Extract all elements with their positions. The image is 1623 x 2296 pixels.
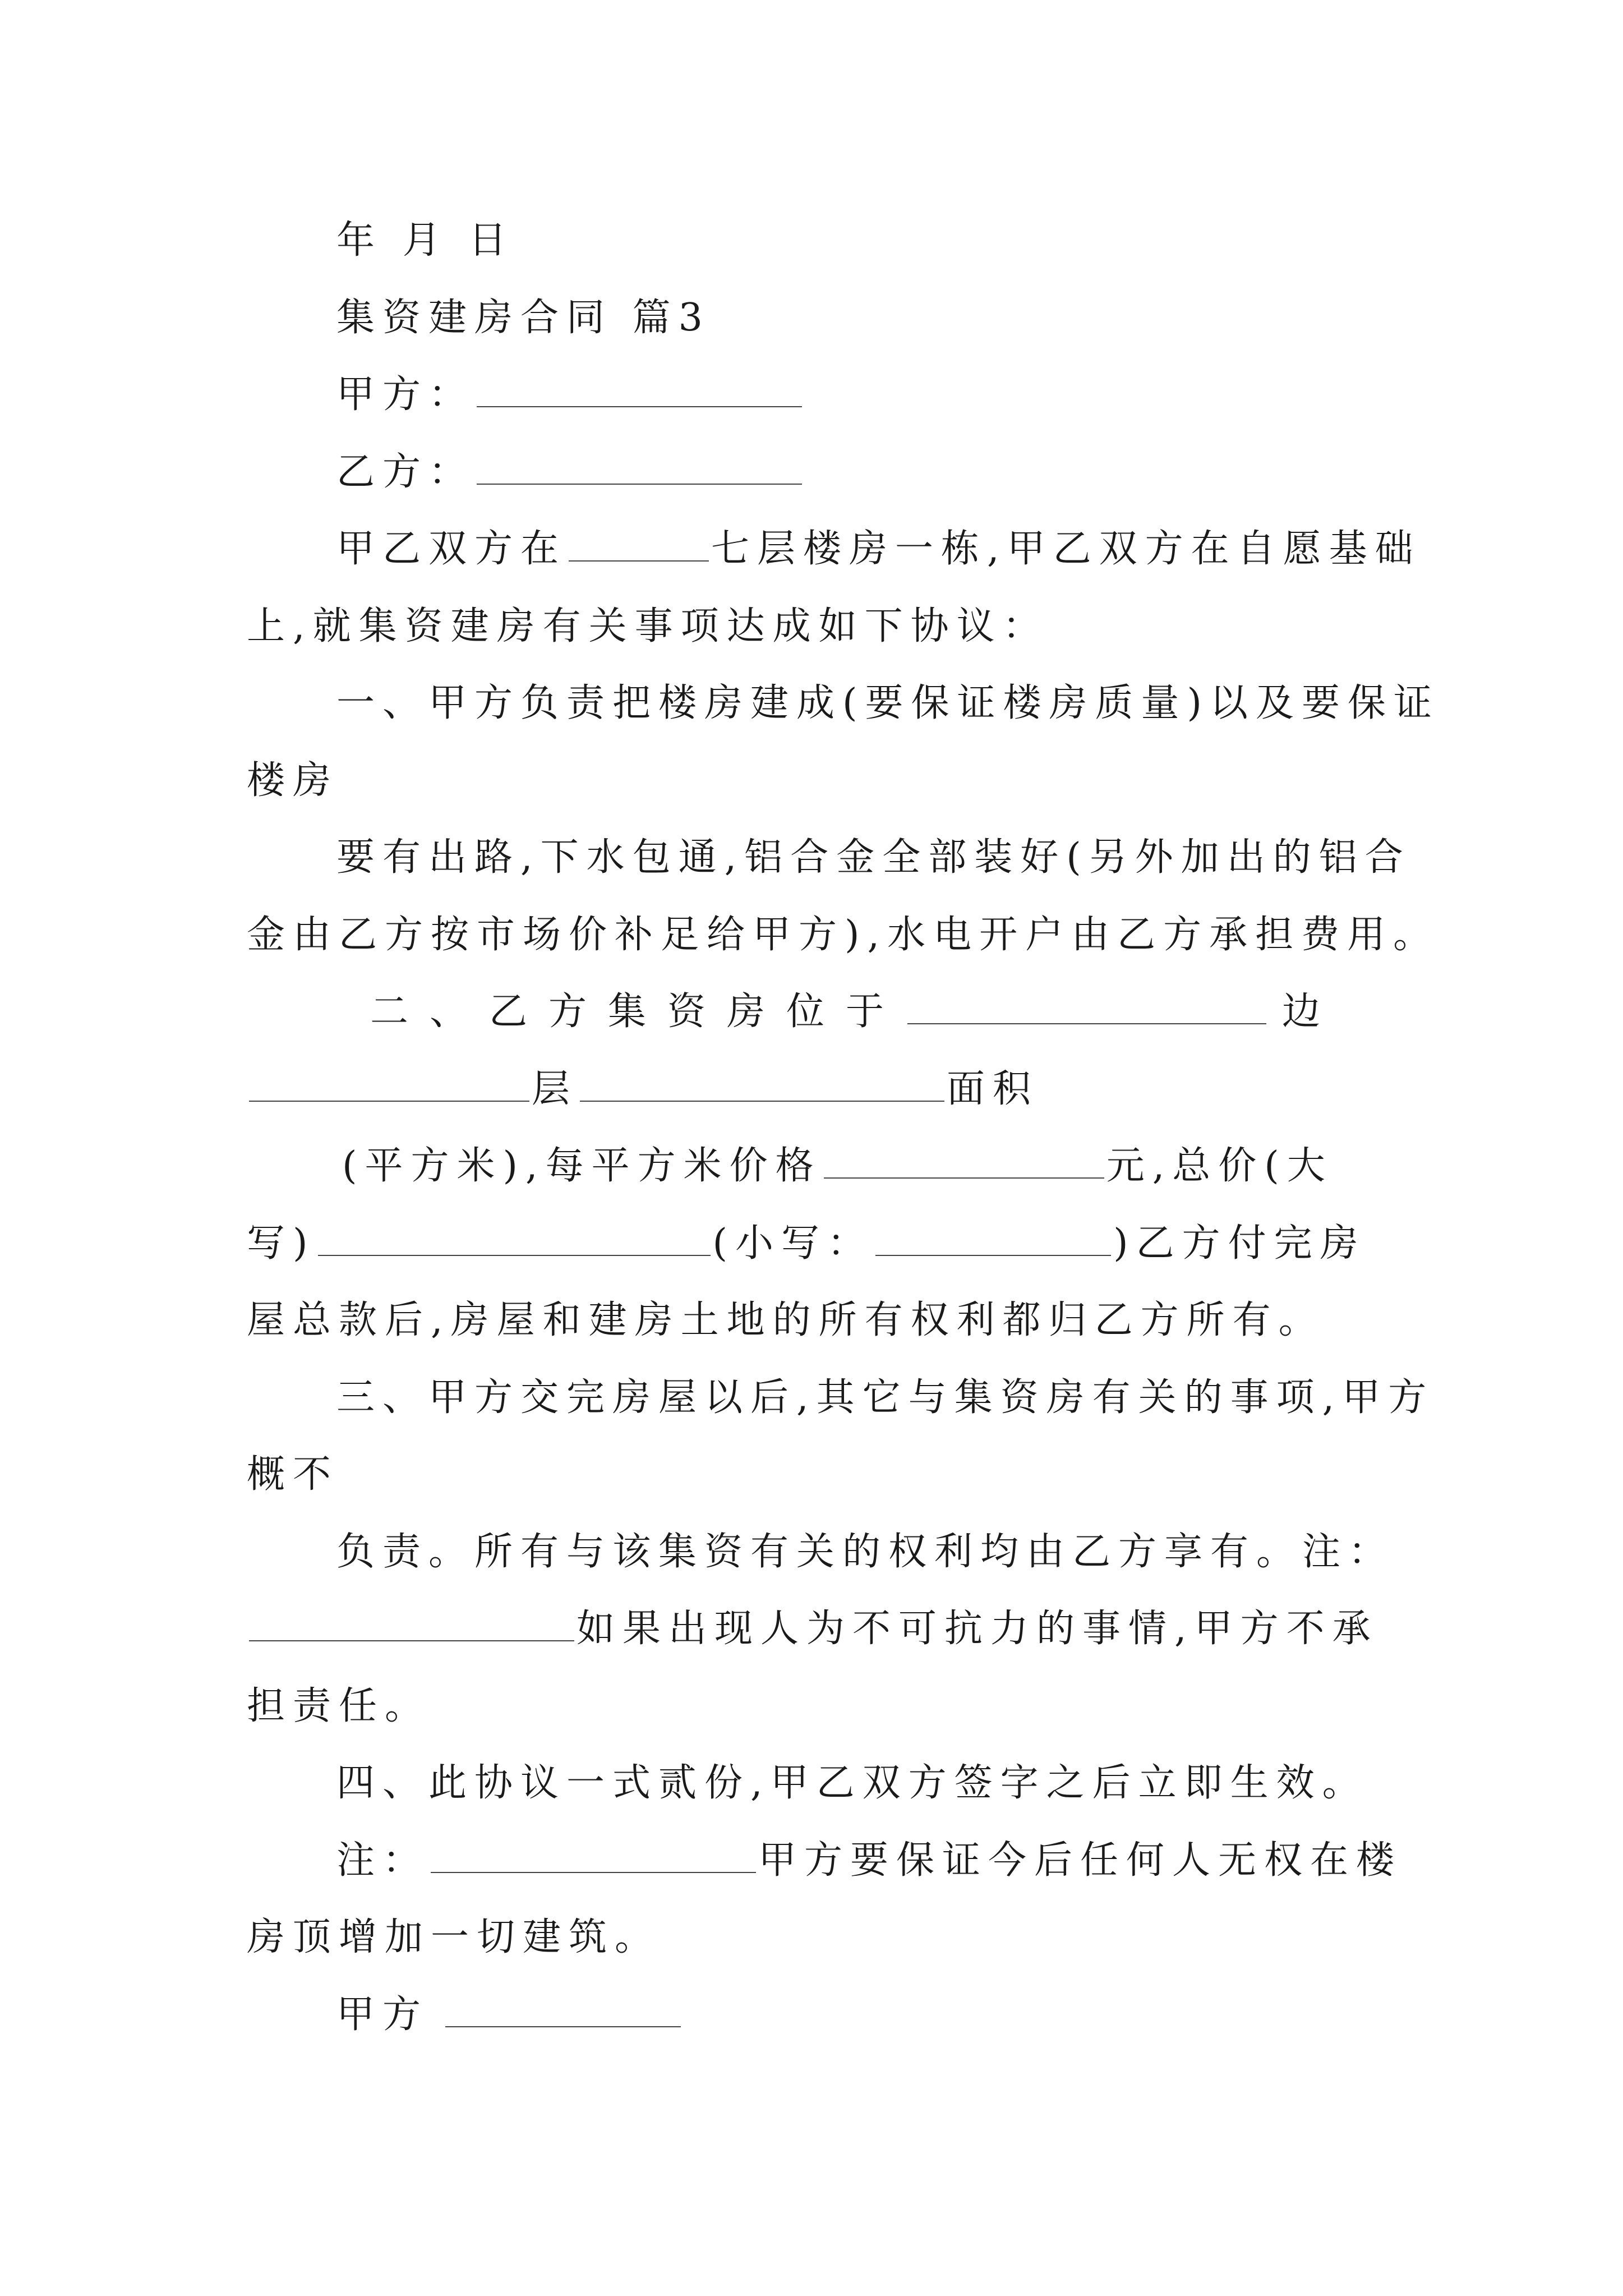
house-location-blank — [907, 994, 1266, 1024]
total-upper-blank — [318, 1226, 711, 1256]
note-text-1b: 甲方要保证今后任何人无权在楼 — [758, 1838, 1403, 1883]
note-blank-1 — [249, 1611, 574, 1641]
clause-2-text-1b: 边 — [1282, 990, 1329, 1034]
party-b-label: 乙方： — [336, 450, 475, 494]
clause-1-line-1 — [336, 681, 1440, 725]
clause-2-text-1a: 二、乙方集资房位于 — [370, 990, 906, 1034]
clause-2-text-2a: 层 — [532, 1067, 578, 1111]
note-line-1 — [336, 1838, 1403, 1883]
clause-1-text-4: 金由乙方按市场价补足给甲方),水电开户由乙方承担费用。 — [247, 913, 1440, 957]
note-label: 注： — [336, 1838, 429, 1883]
clause-3-text-2: 概不 — [247, 1452, 339, 1497]
unit-price-blank — [824, 1148, 1104, 1179]
clause-4-line — [336, 1761, 1368, 1805]
party-a-label: 甲方： — [336, 372, 475, 417]
date-text: 年 月 日 — [336, 218, 515, 263]
clause-2-text-4b: (小写： — [712, 1221, 874, 1266]
signature-party-a-blank — [445, 1997, 681, 2027]
intro-line-2 — [247, 604, 1049, 648]
clause-1-line-4 — [247, 913, 1440, 957]
clause-2-line-2 — [247, 1067, 1039, 1111]
floor-blank — [580, 1071, 944, 1102]
clause-3-text-4: 如果出现人为不可抗力的事情,甲方不承 — [577, 1607, 1378, 1651]
party-b-blank — [477, 454, 802, 485]
signature-party-a-label: 甲方 — [336, 1993, 429, 2037]
document-title — [336, 296, 711, 340]
note-line-2 — [247, 1915, 661, 1959]
date-line — [336, 218, 515, 263]
clause-2-text-5: 屋总款后,房屋和建房土地的所有权利都归乙方所有。 — [247, 1298, 1325, 1342]
title-text: 集资建房合同 篇3 — [336, 296, 711, 340]
intro-text-2: 七层楼房一栋,甲乙双方在自愿基础 — [711, 527, 1421, 571]
clause-1-text-1: 一、甲方负责把楼房建成(要保证楼房质量)以及要保证 — [336, 681, 1440, 725]
clause-1-line-2 — [247, 758, 339, 803]
clause-3-line-5 — [247, 1684, 431, 1728]
signature-line — [336, 1993, 683, 2037]
clause-3-line-4 — [247, 1607, 1378, 1651]
clause-1-text-3: 要有出路,下水包通,铝合金全部装好(另外加出的铝合 — [336, 835, 1411, 880]
clause-2-line-1 — [370, 990, 1329, 1034]
clause-3-line-2 — [247, 1452, 339, 1497]
location-blank — [569, 531, 709, 562]
clause-2-line-4 — [247, 1221, 1366, 1266]
total-lower-blank — [875, 1226, 1111, 1256]
intro-text-1: 甲乙双方在 — [336, 527, 567, 571]
clause-2-text-3b: 元,总价(大 — [1106, 1144, 1333, 1188]
party-a-blank — [477, 377, 802, 407]
clause-3-text-5: 担责任。 — [247, 1684, 431, 1728]
clause-3-line-3 — [336, 1530, 1395, 1574]
clause-2-text-3a: (平方米),每平方米价格 — [342, 1144, 822, 1188]
clause-3-text-1: 三、甲方交完房屋以后,其它与集资房有关的事项,甲方 — [336, 1375, 1435, 1420]
clause-1-line-3 — [336, 835, 1411, 880]
side-blank — [249, 1071, 529, 1102]
intro-line-1 — [336, 527, 1421, 571]
clause-4-text: 四、此协议一式贰份,甲乙双方签字之后立即生效。 — [336, 1761, 1368, 1805]
clause-2-text-4a: 写) — [247, 1221, 316, 1266]
clause-2-text-4c: )乙方付完房 — [1113, 1221, 1366, 1266]
clause-1-text-2: 楼房 — [247, 758, 339, 803]
clause-3-line-1 — [336, 1375, 1435, 1420]
clause-2-line-3 — [342, 1144, 1333, 1188]
clause-2-line-5 — [247, 1298, 1325, 1342]
clause-2-text-2b: 面积 — [947, 1067, 1039, 1111]
party-a-line — [336, 372, 804, 417]
intro-text-3: 上,就集资建房有关事项达成如下协议： — [247, 604, 1049, 648]
note-blank-2 — [431, 1843, 756, 1873]
party-b-line — [336, 450, 804, 494]
clause-3-text-3: 负责。所有与该集资有关的权利均由乙方享有。注： — [336, 1530, 1395, 1574]
note-text-2: 房顶增加一切建筑。 — [247, 1915, 661, 1959]
